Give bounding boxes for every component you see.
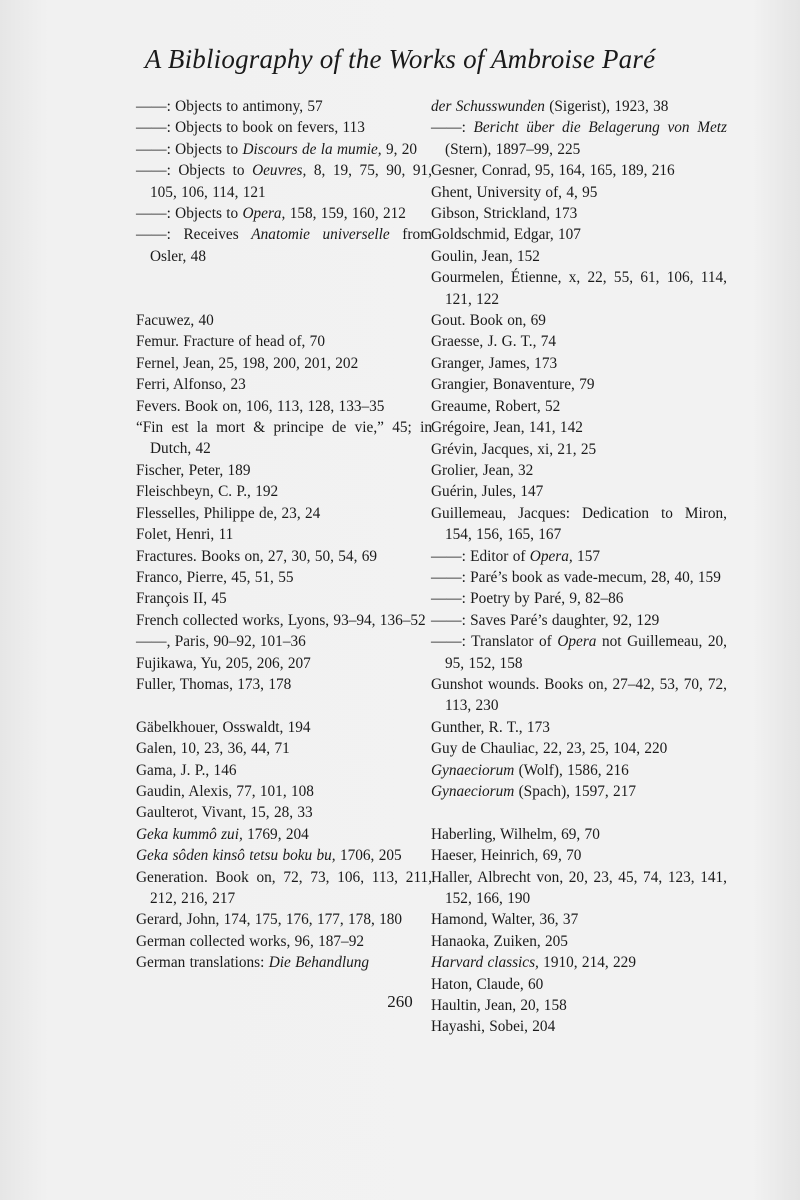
index-entry: Hamond, Walter, 36, 37 xyxy=(431,911,579,929)
index-entry: ——: Saves Paré’s daughter, 92, 129 xyxy=(431,611,660,629)
index-entry: Hayashi, Sobei, 204 xyxy=(431,1018,556,1036)
index-entry xyxy=(431,760,727,781)
index-entry: Guy de Chauliac, 22, 23, 25, 104, 220 xyxy=(431,740,668,758)
index-entry-text: (Spach), 1597, 217 xyxy=(514,783,636,800)
index-entry: ——, Paris, 90–92, 101–36 xyxy=(136,633,306,651)
index-entry-text: (Wolf), 1586, 216 xyxy=(514,761,629,779)
index-entry xyxy=(431,117,727,160)
index-entry xyxy=(136,224,432,267)
index-entry xyxy=(431,546,727,567)
index-entry: Haton, Claude, 60 xyxy=(431,975,544,993)
section-gap xyxy=(136,695,432,716)
index-entry xyxy=(136,952,432,973)
index-entry: German collected works, 96, 187–92 xyxy=(136,932,364,950)
index-entry xyxy=(431,781,727,802)
page-number: 260 xyxy=(387,992,413,1011)
index-entry: Fevers. Book on, 106, 113, 128, 133–35 xyxy=(136,397,385,415)
index-entry-text: 8, 19, 75, 90, 91, 105, 106, 114, 121 xyxy=(150,162,432,201)
index-entry: Generation. Book on, 72, 73, 106, 113, 211, 212, 216, 217 xyxy=(136,868,432,907)
index-entry-text: 158, 159, 160, 212 xyxy=(285,205,406,223)
index-entry: Femur. Fracture of head of, 70 xyxy=(136,333,325,351)
index-entry: Haultin, Jean, 20, 158 xyxy=(431,997,567,1015)
index-column-left xyxy=(136,96,432,974)
index-entry xyxy=(136,845,432,866)
index-entry: Grégoire, Jean, 141, 142 xyxy=(431,419,583,437)
section-gap xyxy=(136,289,432,310)
index-entry-italic: Bericht über die Belagerung von Metz xyxy=(473,119,727,137)
index-entry: Fujikawa, Yu, 205, 206, 207 xyxy=(136,654,311,672)
index-entry: Flesselles, Philippe de, 23, 24 xyxy=(136,504,321,522)
index-entry-text: 157 xyxy=(572,547,600,565)
index-entry-text: ——: Receives xyxy=(136,226,252,244)
index-entry: Goulin, Jean, 152 xyxy=(431,247,540,265)
index-entry: Gout. Book on, 69 xyxy=(431,312,546,330)
index-entry: Gibson, Strickland, 173 xyxy=(431,205,578,223)
index-entry-italic: Gynaeciorum xyxy=(431,761,515,779)
index-entry: ——: Objects to book on fevers, 113 xyxy=(136,119,365,137)
index-entry: Haberling, Wilhelm, 69, 70 xyxy=(431,825,600,843)
index-entry-text: ——: xyxy=(431,119,474,137)
index-entry: Gäbelkhouer, Osswaldt, 194 xyxy=(136,718,311,736)
index-entry-italic: der Schusswunden xyxy=(431,98,545,115)
index-entry-text: 9, 20 xyxy=(381,140,418,158)
index-entry: Graesse, J. G. T., 74 xyxy=(431,333,557,351)
index-entry: ——: Objects to antimony, 57 xyxy=(136,98,323,115)
index-entry: Fernel, Jean, 25, 198, 200, 201, 202 xyxy=(136,354,359,372)
index-entry-italic: Oeuvres, xyxy=(252,162,307,180)
index-entry: Ferri, Alfonso, 23 xyxy=(136,376,246,394)
index-entry: “Fin est la mort & principe de vie,” 45; in Dutch, 42 xyxy=(136,419,432,458)
index-entry: Facuwez, 40 xyxy=(136,312,214,330)
index-entry: Gaudin, Alexis, 77, 101, 108 xyxy=(136,782,314,800)
index-entry-text: German translations: xyxy=(136,954,269,972)
index-entry-text: 1769, 204 xyxy=(242,825,309,843)
index-entry-italic: Geka kummô zui, xyxy=(136,825,243,843)
index-entry-italic: Opera xyxy=(557,633,597,651)
index-entry: Grévin, Jacques, xi, 21, 25 xyxy=(431,440,597,458)
index-entry xyxy=(136,139,432,160)
index-entry-text: (Stern), 1897–99, 225 xyxy=(445,140,581,158)
index-entry-italic: Die Behandlung xyxy=(268,954,370,972)
index-entry xyxy=(431,952,727,973)
index-entry: Fuller, Thomas, 173, 178 xyxy=(136,675,292,693)
index-entry: Grolier, Jean, 32 xyxy=(431,461,534,479)
section-gap xyxy=(136,267,432,288)
index-entry: Grangier, Bonaventure, 79 xyxy=(431,376,595,394)
index-entry: Guillemeau, Jacques: Dedication to Miron, 154, 156, 165, 167 xyxy=(431,504,727,544)
index-entry: Gourmelen, Étienne, x, 22, 55, 61, 106, 114, 121, 122 xyxy=(431,269,727,308)
index-entry xyxy=(431,96,727,117)
index-entry-italic: Opera, xyxy=(529,547,573,565)
index-entry: Gunther, R. T., 173 xyxy=(431,718,550,736)
index-entry: Haeser, Heinrich, 69, 70 xyxy=(431,847,582,865)
index-entry xyxy=(431,631,727,674)
index-entry-text: ——: Objects to xyxy=(136,162,253,180)
index-column-right xyxy=(431,96,727,1038)
index-entry-text: ——: Objects to xyxy=(136,140,243,158)
index-entry: Fractures. Books on, 27, 30, 50, 54, 69 xyxy=(136,547,378,565)
index-entry: Folet, Henri, 11 xyxy=(136,526,234,544)
index-entry: Goldschmid, Edgar, 107 xyxy=(431,226,581,244)
index-entry xyxy=(136,203,432,224)
index-entry xyxy=(136,824,432,845)
index-entry: Gama, J. P., 146 xyxy=(136,761,237,779)
index-entry: Gunshot wounds. Books on, 27–42, 53, 70, 72, 113, 230 xyxy=(431,675,727,715)
index-entry: ——: Poetry by Paré, 9, 82–86 xyxy=(431,590,624,608)
index-entry: Haller, Albrecht von, 20, 23, 45, 74, 123, 141, 152, 166, 190 xyxy=(431,868,727,908)
index-entry-text: 1706, 205 xyxy=(335,847,402,865)
index-entry: ——: Paré’s book as vade-mecum, 28, 40, 159 xyxy=(431,568,721,586)
index-entry: Granger, James, 173 xyxy=(431,354,558,372)
index-entry-text: (Sigerist), 1923, 38 xyxy=(544,98,669,115)
index-entry: Gaulterot, Vivant, 15, 28, 33 xyxy=(136,804,313,822)
index-entry-text: not Guillemeau, 20, 95, 152, 158 xyxy=(445,633,727,672)
index-entry: Guérin, Jules, 147 xyxy=(431,483,544,501)
index-entry-italic: Harvard classics, xyxy=(431,954,539,972)
index-entry: French collected works, Lyons, 93–94, 136–52 xyxy=(136,611,426,629)
index-entry: François II, 45 xyxy=(136,590,227,608)
index-entry: Greaume, Robert, 52 xyxy=(431,397,561,415)
index-entry: Gerard, John, 174, 175, 176, 177, 178, 180 xyxy=(136,911,403,929)
index-entry: Gesner, Conrad, 95, 164, 165, 189, 216 xyxy=(431,162,675,180)
index-entry-italic: Opera, xyxy=(242,205,286,223)
index-entry: Franco, Pierre, 45, 51, 55 xyxy=(136,568,294,586)
index-entry-text: ——: Translator of xyxy=(431,633,558,651)
index-entry: Hanaoka, Zuiken, 205 xyxy=(431,932,568,950)
index-entry xyxy=(136,160,432,203)
section-gap xyxy=(431,802,727,823)
index-entry: Fleischbeyn, C. P., 192 xyxy=(136,483,279,501)
index-entry-italic: Gynaeciorum xyxy=(431,783,515,800)
index-entry-italic: Discours de la mumie, xyxy=(242,140,382,158)
index-entry-text: ——: Objects to xyxy=(136,205,243,223)
index-entry: Fischer, Peter, 189 xyxy=(136,461,251,479)
index-entry-italic: Anatomie universelle xyxy=(251,226,390,244)
index-entry: Ghent, University of, 4, 95 xyxy=(431,183,598,201)
index-entry: Galen, 10, 23, 36, 44, 71 xyxy=(136,740,290,758)
index-entry-text: 1910, 214, 229 xyxy=(538,954,636,972)
index-entry-text: ——: Editor of xyxy=(431,547,530,565)
index-entry-text: from Osler, 48 xyxy=(150,226,433,265)
index-entry-italic: Geka sôden kinsô tetsu boku bu, xyxy=(136,847,336,865)
running-title: A Bibliography of the Works of Ambroise Paré xyxy=(144,44,656,74)
